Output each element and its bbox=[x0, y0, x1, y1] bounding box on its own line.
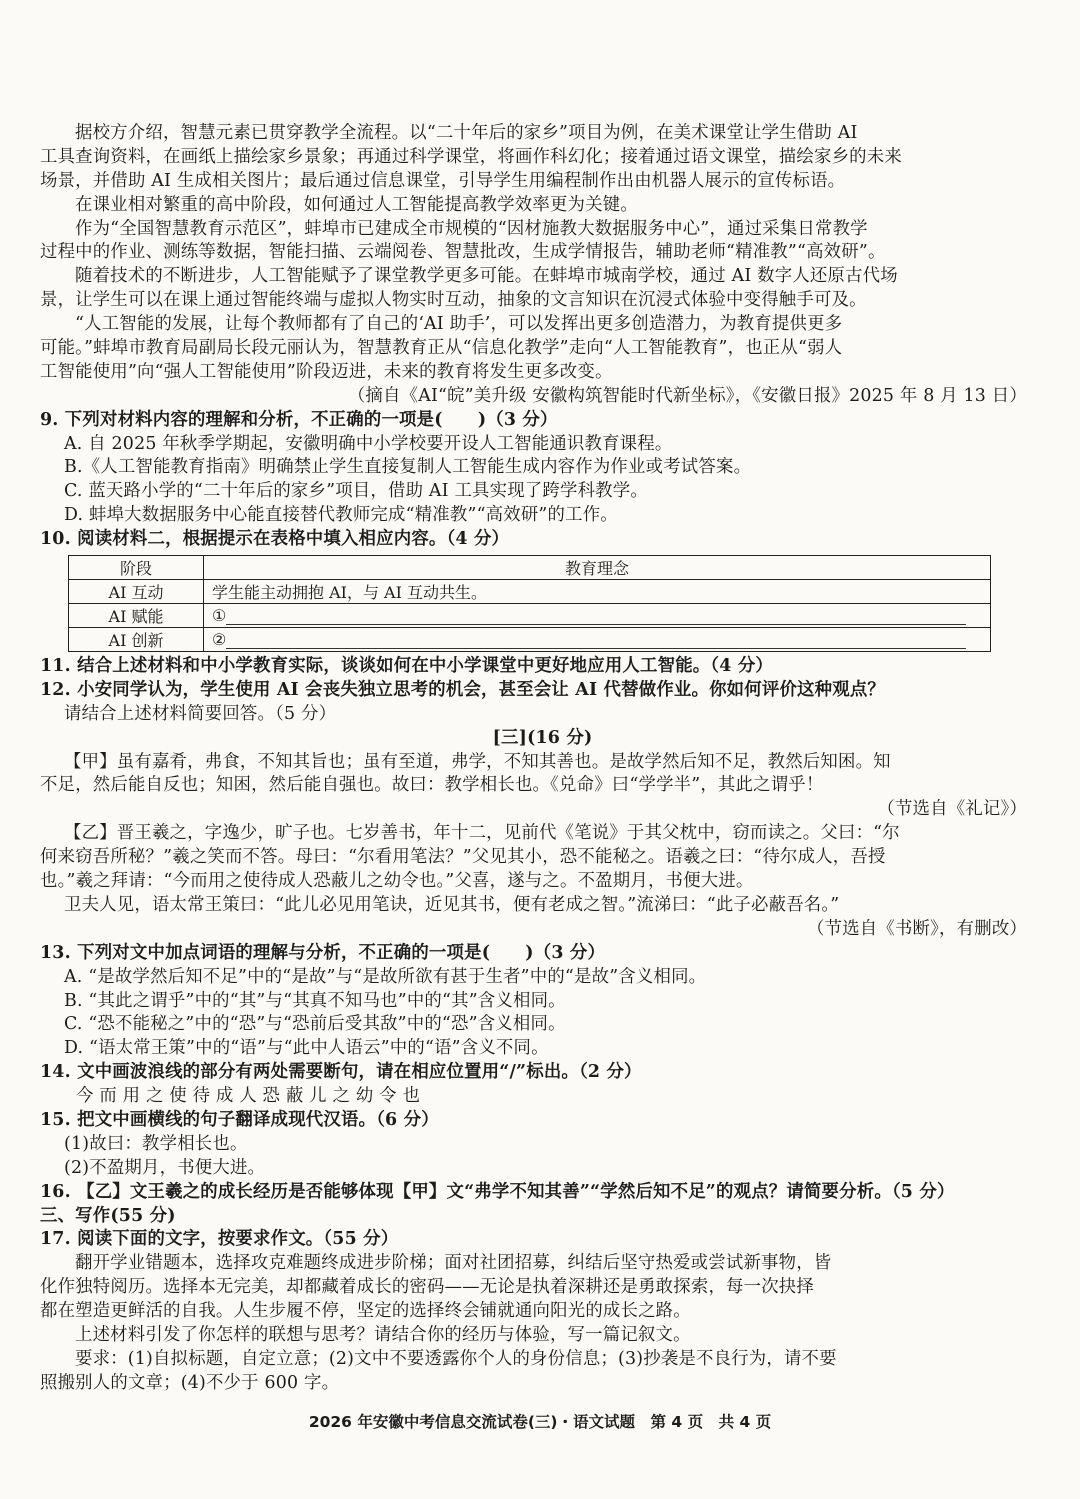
question-15 bbox=[40, 1109, 1045, 1181]
source-citation: （摘自《AI“皖”美升级 安徽构筑智能时代新坐标》，《安徽日报》2025 年 8 月 13 日） bbox=[347, 385, 1027, 406]
paragraph-line: “人工智能的发展，让每个教师都有了自己的‘AI 助手’，可以发挥出更多创造潜力，为教育提供更多 bbox=[75, 314, 843, 335]
question-stem: 13. 下列对文中加点词语的理解与分析，不正确的一项是( )（3 分） bbox=[40, 942, 606, 963]
sentence-to-punctuate: 今 而 用 之 使 待 成 人 恐 蔽 儿 之 幼 令 也 bbox=[76, 1086, 421, 1107]
passage-yi bbox=[40, 822, 1045, 941]
option-a: A. “是故学然后知不足”中的“是故”与“是故所欲有甚于生者”中的“是故”含义相同。 bbox=[64, 966, 707, 987]
paragraph-line: 可能。”蚌埠市教育局副局长段元丽认为，智慧教育正从“信息化教学”走向“人工智能教育”，也正从“弱人 bbox=[40, 338, 843, 359]
option-d: D. 蚌埠大数据服务中心能直接替代教师完成“精准教”“高效研”的工作。 bbox=[64, 505, 618, 526]
paragraph-line: 随着技术的不断进步，人工智能赋予了课堂教学更多可能。在蚌埠市城南学校，通过 AI 数字人还原古代场 bbox=[75, 266, 898, 287]
question-stem: 14. 文中画波浪线的部分有两处需要断句，请在相应位置用“/”标出。（2 分） bbox=[40, 1062, 642, 1083]
table-row bbox=[69, 604, 991, 628]
source-citation: （节选自《礼记》） bbox=[877, 799, 1027, 820]
table-header-idea: 教育理念 bbox=[204, 556, 991, 580]
answer-blank-2[interactable] bbox=[204, 628, 991, 652]
requirements-line: 照搬别人的文章；(4)不少于 600 字。 bbox=[40, 1372, 340, 1393]
question-stem: 17. 阅读下面的文字，按要求作文。（55 分） bbox=[40, 1229, 399, 1250]
paragraph-line: 景，让学生可以在课上通过智能终端与虚拟人物实时互动，抽象的文言知识在沉浸式体验中变得触手可及。 bbox=[40, 290, 867, 311]
translation-item: (1)故曰：教学相长也。 bbox=[64, 1133, 248, 1154]
idea-cell: 学生能主动拥抱 AI，与 AI 互动共生。 bbox=[204, 580, 991, 604]
answer-underline bbox=[226, 632, 966, 649]
answer-blank-1[interactable] bbox=[204, 604, 991, 628]
table-row bbox=[69, 580, 991, 604]
paragraph-line: 场景，并借助 AI 生成相关图片；最后通过信息课堂，引导学生用编程制作出由机器人展示的宣传标语。 bbox=[40, 170, 846, 191]
writing-section-title: 三、写作(55 分) bbox=[40, 1205, 176, 1226]
page-content bbox=[40, 122, 1045, 1396]
option-c: C. “恐不能秘之”中的“恐”与“恐前后受其敌”中的“恐”含义相同。 bbox=[64, 1014, 566, 1035]
question-10 bbox=[40, 528, 1045, 652]
option-b: B. “其此之谓乎”中的“其”与“其真不知马也”中的“其”含义相同。 bbox=[64, 990, 566, 1011]
passage-2 bbox=[40, 122, 1045, 409]
classical-text-line: 何来窃吾所秘？”羲之笑而不答。母曰：“尔看用笔法？”父见其小，恐不能秘之。语羲之曰：“待尔成人，吾授 bbox=[40, 847, 886, 868]
question-17 bbox=[40, 1228, 1045, 1395]
classical-text-line: 【甲】虽有嘉肴，弗食，不知其旨也；虽有至道，弗学，不知其善也。是故学然后知不足，教然后知困。知 bbox=[64, 751, 891, 772]
page-footer: 2026 年安徽中考信息交流试卷(三)・语文试题 第 4 页 共 4 页 bbox=[308, 1413, 772, 1431]
paragraph-line: 在课业相对繁重的高中阶段，如何通过人工智能提高教学效率更为关键。 bbox=[75, 194, 638, 215]
table-row bbox=[69, 628, 991, 652]
classical-text-line: 不足，然后能自反也；知困，然后能自强也。故曰：教学相长也。《兑命》曰“学学半”，其此之谓乎！ bbox=[40, 775, 824, 796]
paragraph-line: 工具查询资料，在画纸上描绘家乡景象；再通过科学课堂，将画作科幻化；接着通过语文课堂，描绘家乡的未来 bbox=[40, 146, 902, 167]
classical-text-line: 【乙】晋王羲之，字逸少，旷子也。七岁善书，年十二，见前代《笔说》于其父枕中，窃而读之。父曰：“尔 bbox=[64, 823, 900, 844]
question-9 bbox=[40, 409, 1045, 528]
blank-marker: ① bbox=[212, 606, 227, 626]
answer-table bbox=[68, 555, 991, 652]
paragraph-line: 作为“全国智慧教育示范区”，蚌埠市已建成全市规模的“因材施教大数据服务中心”，通过采集日常教学 bbox=[75, 218, 868, 239]
question-12-cont: 请结合上述材料简要回答。（5 分） bbox=[64, 703, 337, 724]
prompt-line: 翻开学业错题本，选择攻克难题终成进步阶梯；面对社团招募，纠结后坚守热爱或尝试新事物，皆 bbox=[75, 1253, 832, 1274]
option-c: C. 蓝天路小学的“二十年后的家乡”项目，借助 AI 工具实现了跨学科教学。 bbox=[64, 481, 648, 502]
section-3-title: [三](16 分) bbox=[492, 727, 593, 748]
blank-marker: ② bbox=[212, 630, 227, 650]
requirements-line: 要求：(1)自拟标题，自定立意；(2)文中不要透露你个人的身份信息；(3)抄袭是不良行为，请不要 bbox=[75, 1348, 837, 1369]
passage-jia bbox=[40, 751, 1045, 823]
question-stem: 10. 阅读材料二，根据提示在表格中填入相应内容。（4 分） bbox=[40, 529, 510, 550]
prompt-line: 化作独特阅历。选择本无完美，却都藏着成长的密码——无论是执着深耕还是勇敢探索，每一次抉择 bbox=[40, 1277, 814, 1298]
table-header-stage: 阶段 bbox=[69, 556, 204, 580]
question-11: 11. 结合上述材料和中小学教育实际，谈谈如何在中小学课堂中更好地应用人工智能。（4 分） bbox=[40, 656, 774, 677]
stage-cell: AI 赋能 bbox=[69, 604, 204, 628]
translation-item: (2)不盈期月，书便大进。 bbox=[64, 1157, 266, 1178]
question-14 bbox=[40, 1061, 1045, 1109]
paragraph-line: 工智能使用”向“强人工智能使用”阶段迈进，未来的教育将发生更多改变。 bbox=[40, 361, 613, 382]
source-citation: （节选自《书断》，有删改） bbox=[807, 918, 1027, 939]
prompt-line: 上述材料引发了你怎样的联想与思考？请结合你的经历与体验，写一篇记叙文。 bbox=[75, 1324, 691, 1345]
answer-underline bbox=[226, 608, 966, 625]
question-stem: 15. 把文中画横线的句子翻译成现代汉语。（6 分） bbox=[40, 1109, 439, 1130]
prompt-line: 都在塑造更鲜活的自我。人生步履不停，坚定的选择终会铺就通向阳光的成长之路。 bbox=[40, 1301, 691, 1322]
option-a: A. 自 2025 年秋季学期起，安徽明确中小学校要开设人工智能通识教育课程。 bbox=[64, 433, 673, 454]
question-12: 12. 小安同学认为，学生使用 AI 会丧失独立思考的机会，甚至会让 AI 代替做作业。你如何评价这种观点？ bbox=[40, 679, 885, 700]
paragraph-line: 过程中的作业、测练等数据，智能扫描、云端阅卷、智慧批改，生成学情报告，辅助老师“精准教”“高效研”。 bbox=[40, 242, 886, 263]
question-16: 16. 【乙】文王羲之的成长经历是否能够体现【甲】文“弗学不知其善”“学然后知不足”的观点？请简要分析。（5 分） bbox=[40, 1181, 955, 1202]
option-b: B.《人工智能教育指南》明确禁止学生直接复制人工智能生成内容作为作业或考试答案。 bbox=[64, 457, 752, 478]
stage-cell: AI 互动 bbox=[69, 580, 204, 604]
paragraph-line: 据校方介绍，智慧元素已贯穿教学全流程。以“二十年后的家乡”项目为例，在美术课堂让学生借助 AI bbox=[75, 123, 858, 143]
classical-text-line: 也。”羲之拜请：“今而用之使待成人恐蔽儿之幼令也。”父喜，遂与之。不盈期月，书便大进。 bbox=[40, 871, 754, 892]
question-stem: 9. 下列对材料内容的理解和分析，不正确的一项是( )（3 分） bbox=[40, 409, 558, 430]
classical-text-line: 卫夫人见，语太常王策曰：“此儿必见用笔诀，近见其书，便有老成之智。”流涕曰：“此子必蔽吾名。” bbox=[64, 894, 840, 915]
stage-cell: AI 创新 bbox=[69, 628, 204, 652]
question-13 bbox=[40, 942, 1045, 1061]
option-d: D. “语太常王策”中的“语”与“此中人语云”中的“语”含义不同。 bbox=[64, 1038, 549, 1059]
